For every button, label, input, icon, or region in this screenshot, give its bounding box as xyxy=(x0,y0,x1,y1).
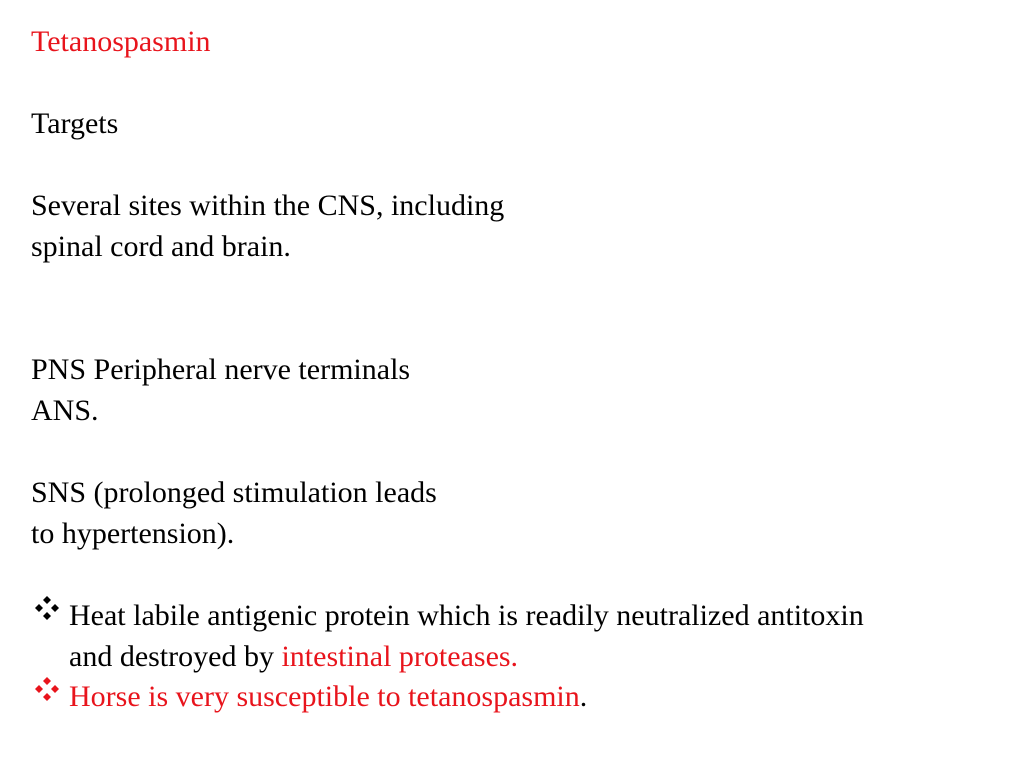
bullet-1-plain-text: and destroyed by xyxy=(69,640,282,673)
targets-heading: Targets xyxy=(31,107,119,140)
bullet-2-period: . xyxy=(579,680,588,713)
sns-text-line-2: to hypertension). xyxy=(31,517,235,550)
bullet-1-line-1: Heat labile antigenic protein which is readily neutralized antitoxin xyxy=(69,599,864,632)
diamond-cluster-icon xyxy=(34,595,60,621)
ans-text-line: ANS. xyxy=(31,394,99,427)
slide-title: Tetanospasmin xyxy=(31,25,211,58)
pns-text-line: PNS Peripheral nerve terminals xyxy=(31,353,411,386)
bullet-1-line-2 xyxy=(69,636,518,677)
sns-text-line-1: SNS (prolonged stimulation leads xyxy=(31,476,437,509)
cns-text-line-2: spinal cord and brain. xyxy=(31,230,291,263)
cns-text-line-1: Several sites within the CNS, including xyxy=(31,189,505,222)
bullet-2-line xyxy=(69,676,587,717)
bullet-2-red-text: Horse is very susceptible to tetanospasmin xyxy=(69,680,580,713)
diamond-cluster-icon xyxy=(34,676,60,702)
bullet-1-red-text: intestinal proteases. xyxy=(281,640,519,673)
